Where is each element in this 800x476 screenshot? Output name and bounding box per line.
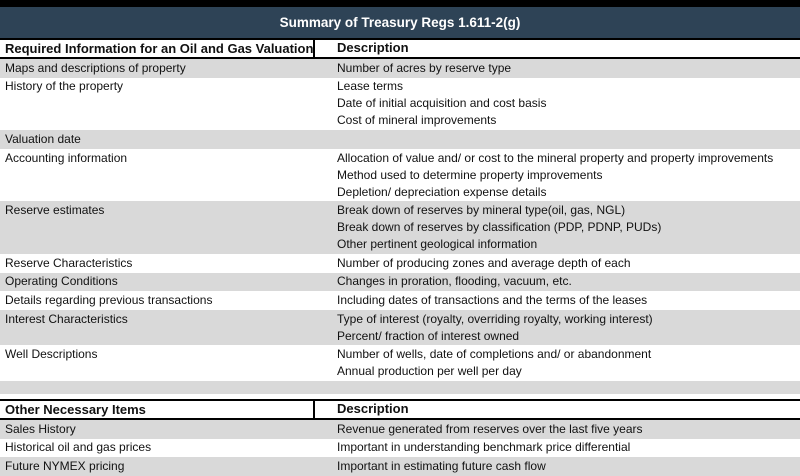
- top-border-strip: [0, 0, 800, 7]
- row-item-label: Interest Characteristics: [5, 311, 128, 326]
- description-line: Method used to determine property improvements: [337, 167, 603, 182]
- description-line: Date of initial acquisition and cost basis: [337, 96, 547, 111]
- table-row: [0, 254, 800, 273]
- row-item-label: Accounting information: [5, 150, 128, 165]
- column-divider: [313, 401, 315, 418]
- row-item-label: Sales History: [5, 421, 76, 436]
- title-bar: [0, 7, 800, 40]
- row-descriptions: [332, 131, 800, 148]
- row-item-label: Reserve Characteristics: [5, 255, 133, 270]
- table-row: [0, 201, 800, 254]
- section2-rows: [0, 420, 800, 476]
- description-line: Break down of reserves by mineral type(oil, gas, NGL): [337, 203, 626, 218]
- row-descriptions: [332, 273, 800, 290]
- row-item-label: Well Descriptions: [5, 347, 98, 362]
- section2-header-row: [0, 399, 800, 420]
- table-row: [0, 78, 800, 131]
- row-descriptions: [332, 346, 800, 380]
- description-line: Cost of mineral improvements: [337, 113, 497, 128]
- section1-header-row: [0, 40, 800, 59]
- description-line: Important in estimating future cash flow: [337, 458, 546, 473]
- table-row: [0, 439, 800, 458]
- row-descriptions: [332, 439, 800, 456]
- row-descriptions: [332, 78, 800, 129]
- section1-col1-header: Required Information for an Oil and Gas Valuation: [5, 41, 314, 56]
- description-line: Number of wells, date of completions and/ or abandonment: [337, 347, 652, 362]
- row-item-label: Historical oil and gas prices: [5, 440, 152, 455]
- row-item-label: Operating Conditions: [5, 274, 118, 289]
- row-item-label: Reserve estimates: [5, 203, 105, 218]
- description-line: Depletion/ depreciation expense details: [337, 184, 547, 199]
- row-descriptions: [332, 292, 800, 309]
- table-row: [0, 130, 800, 149]
- table-row: [0, 420, 800, 439]
- description-line: Number of producing zones and average depth of each: [337, 255, 631, 270]
- description-line: Revenue generated from reserves over the last five years: [337, 421, 643, 436]
- section1-rows: [0, 59, 800, 381]
- table-row: [0, 310, 800, 346]
- description-line: Allocation of value and/ or cost to the mineral property and property improvements: [337, 150, 774, 165]
- description-line: Break down of reserves by classification (PDP, PDNP, PUDs): [337, 220, 662, 235]
- row-descriptions: [332, 458, 800, 475]
- description-line: Annual production per well per day: [337, 364, 522, 379]
- row-descriptions: [332, 150, 800, 201]
- section2-col2-header: Description: [337, 400, 409, 416]
- description-line: Percent/ fraction of interest owned: [337, 328, 520, 343]
- table-row: [0, 149, 800, 202]
- row-descriptions: [332, 311, 800, 345]
- description-line: Lease terms: [337, 79, 404, 94]
- row-item-label: Valuation date: [5, 131, 81, 146]
- table-row: [0, 291, 800, 310]
- row-item-label: Future NYMEX pricing: [5, 458, 125, 473]
- table-row: [0, 59, 800, 78]
- row-descriptions: [332, 421, 800, 438]
- table-row: [0, 345, 800, 381]
- table-row: [0, 273, 800, 292]
- description-line: Important in understanding benchmark price differential: [337, 440, 631, 455]
- description-line: Type of interest (royalty, overriding royalty, working interest): [337, 311, 653, 326]
- page-title: Summary of Treasury Regs 1.611-2(g): [279, 15, 521, 30]
- row-item-label: History of the property: [5, 79, 124, 94]
- row-descriptions: [332, 255, 800, 272]
- description-line: Changes in proration, flooding, vacuum, etc.: [337, 274, 572, 289]
- table-row: [0, 457, 800, 476]
- row-descriptions: [332, 202, 800, 253]
- spacer-row-gray: [0, 381, 800, 394]
- row-item-label: Maps and descriptions of property: [5, 60, 186, 75]
- section2-col1-header: Other Necessary Items: [5, 401, 146, 417]
- description-line: Number of acres by reserve type: [337, 60, 512, 75]
- description-line: Including dates of transactions and the terms of the leases: [337, 292, 648, 307]
- column-divider: [313, 40, 315, 57]
- row-descriptions: [332, 60, 800, 77]
- section1-col2-header: Description: [337, 40, 409, 55]
- description-line: Other pertinent geological information: [337, 237, 538, 252]
- row-item-label: Details regarding previous transactions: [5, 292, 213, 307]
